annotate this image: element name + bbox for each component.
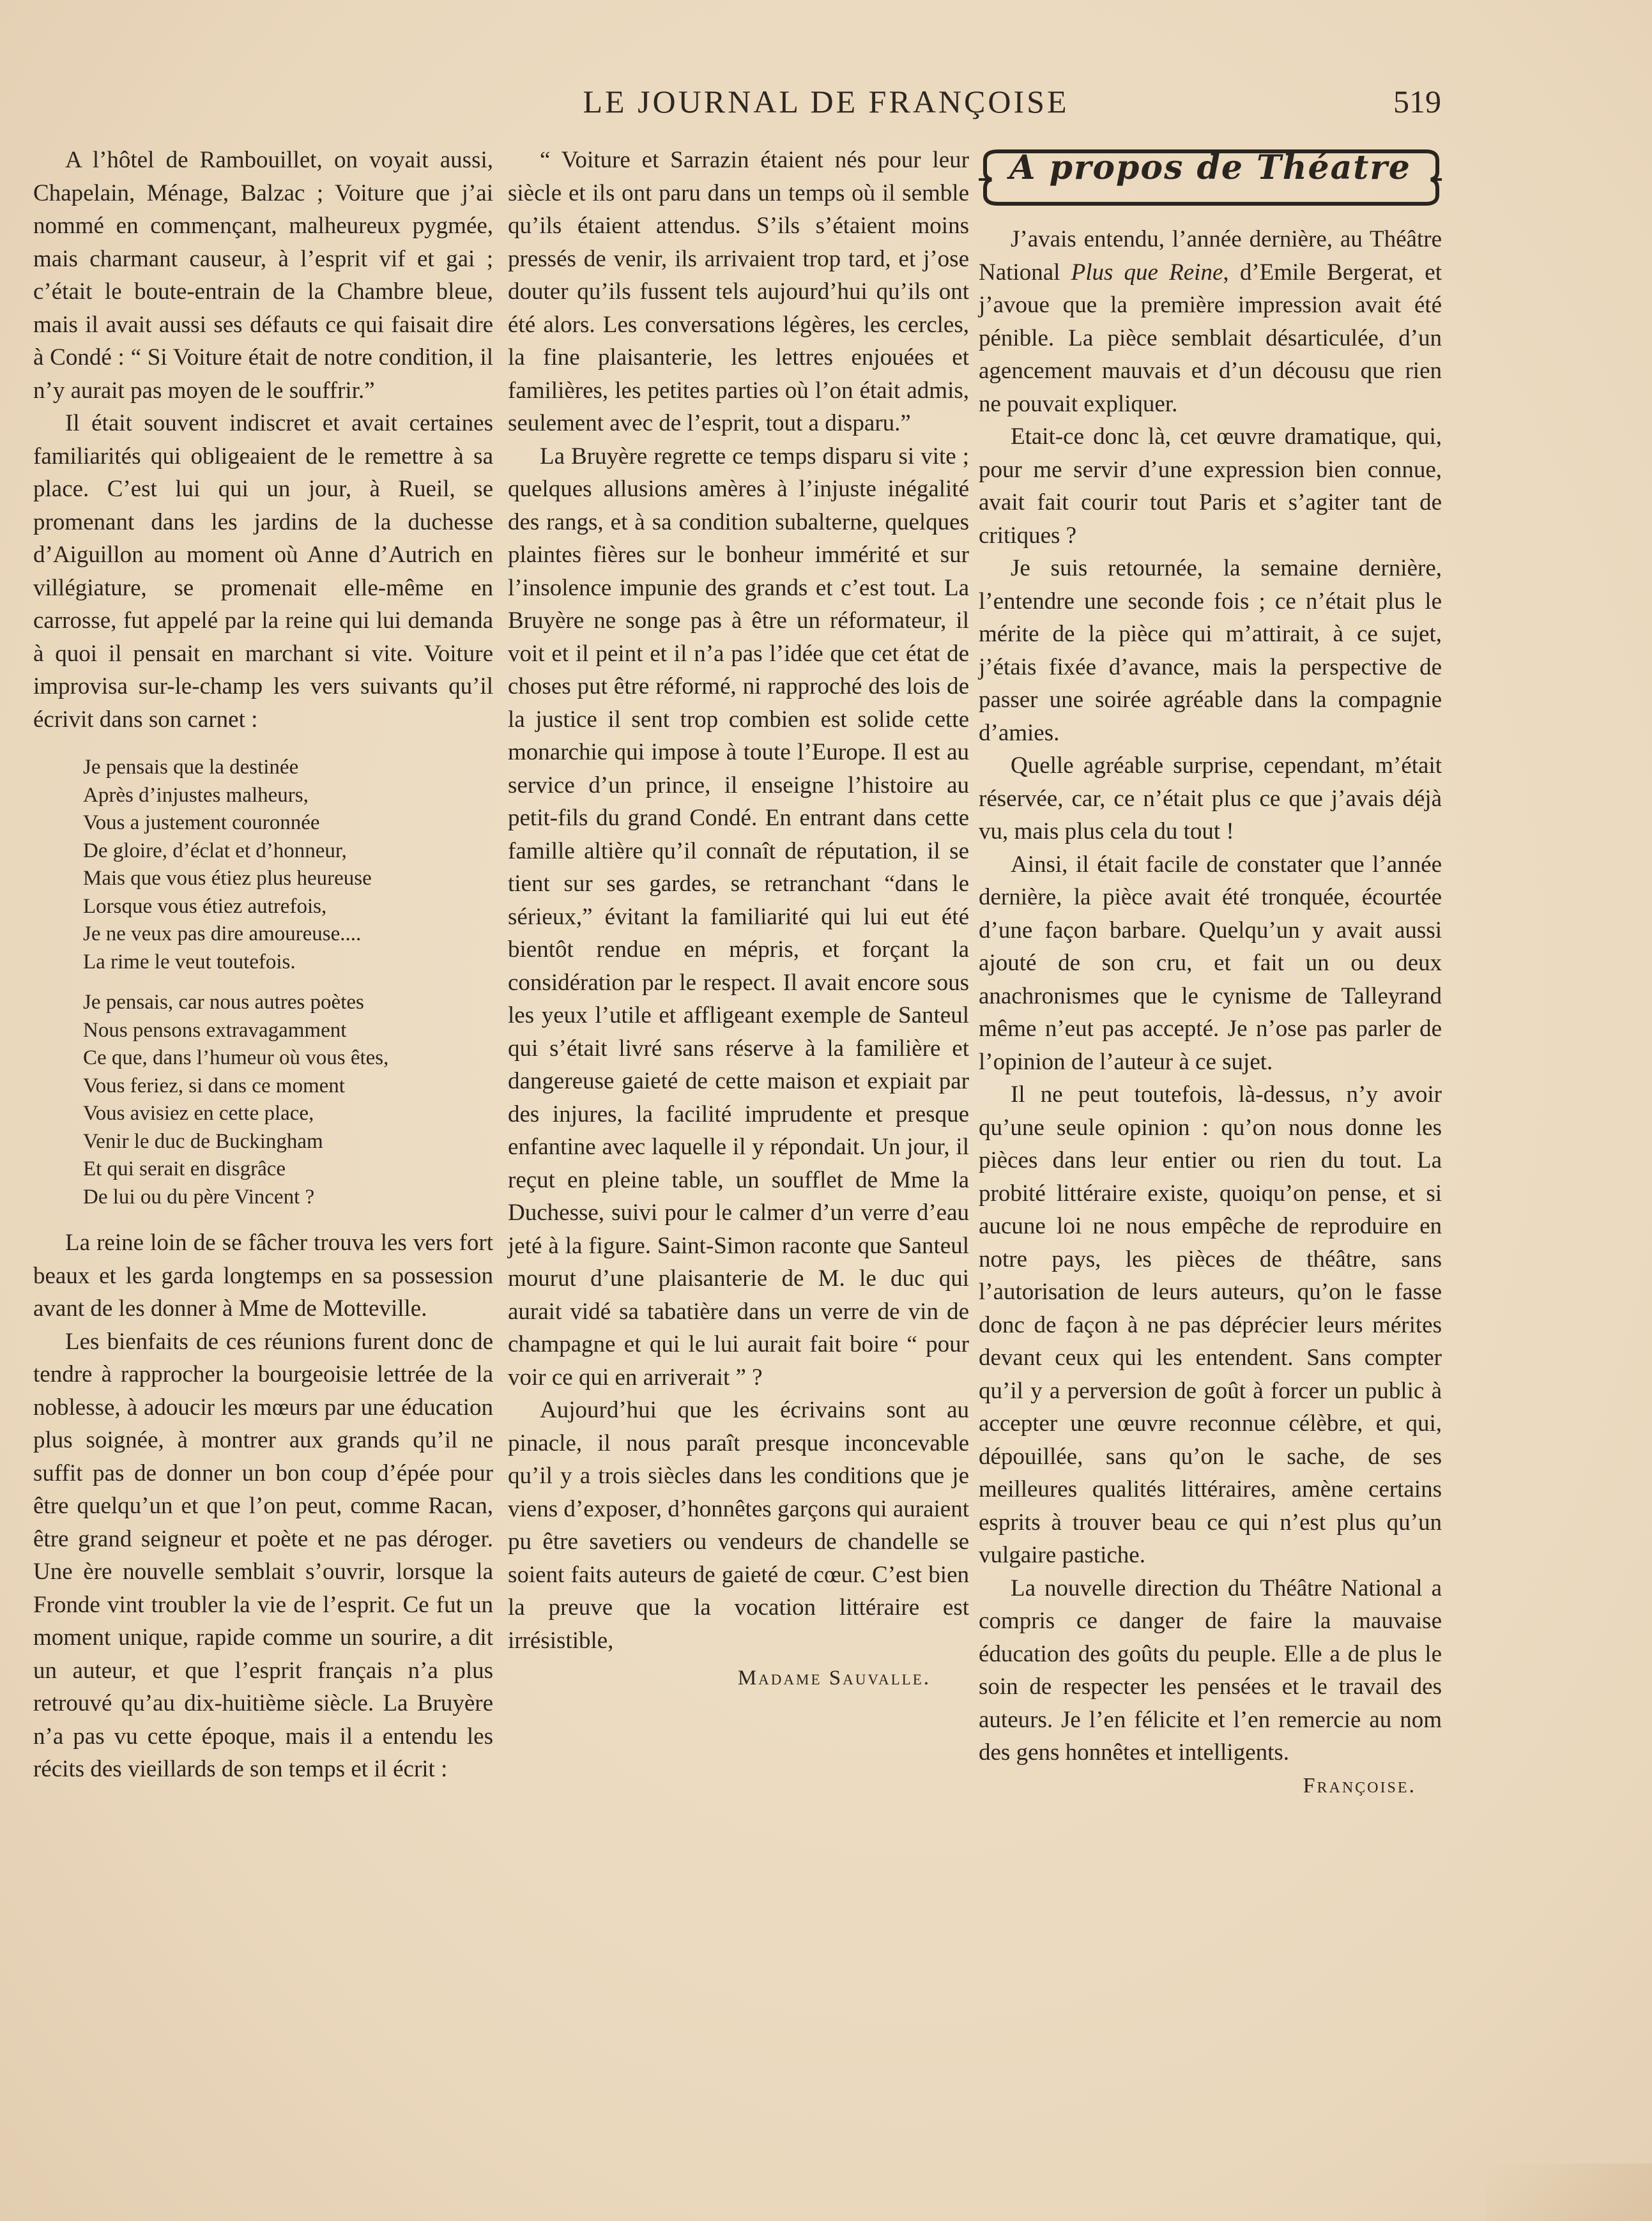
column-3 (979, 144, 1442, 1802)
paragraph: La reine loin de se fâcher trouva les vers fort beaux et les garda longtemps en sa possession avant de les donner à Mme de Motteville. (33, 1230, 493, 1322)
page-header (0, 83, 1652, 134)
verse-line: Lorsque vous étiez autrefois, (83, 894, 327, 918)
verse-line: Vous feriez, si dans ce moment (83, 1074, 345, 1097)
paragraph: Ainsi, il était facile de constater que l’année dernière, la pièce avait été tronquée, écourtée d’une façon barbare. Quelqu’un y avait aussi ajouté de son cru, et fait un ou deux anachronismes que le cynisme de Talleyrand même n’eut pas accepté. Je n’ose pas parler de l’opinion de l’auteur à ce sujet. (979, 851, 1442, 1075)
author-signature: Françoise. (1303, 1773, 1416, 1797)
journal-title: LE JOURNAL DE FRANÇOISE (583, 84, 1069, 119)
verse-line: De gloire, d’éclat et d’honneur, (83, 839, 347, 862)
text-run: La nouvelle direction du Théâtre National a compris ce danger de faire la mauvaise éducation des goûts du peuple. Elle a de plus le soin de respecter les pensées et le travail des auteurs. Je l’en félicite et l’en remercie au nom des gens honnêtes et intelligents. (979, 1575, 1442, 1766)
text-run: , d’Emile Bergerat, et j’avoue que la première impression avait été pénible. La pièce semblait désarticulée, d’un agencement mauvais et d’un décousu que rien ne pouvait expliquer. (979, 259, 1442, 417)
paragraph (979, 223, 1442, 420)
verse-line: Je pensais, car nous autres poètes (83, 991, 364, 1014)
page-number: 519 (1393, 84, 1441, 119)
paragraph: Il était souvent indiscret et avait certaines familiarités qui obligeaient de le remettre à sa place. C’est lui qui un jour, à Rueil, se promenant dans les jardins de la duchesse d’Aiguillon au moment où Anne d’Autrich en villégiature, se promenait elle-même en carrosse, fut appelé par la reine qui lui demanda à quoi il pensait en marchant si vite. Voiture improvisa sur-le-champ les vers suivants qu’il écrivit dans son carnet : (33, 410, 493, 733)
verse-line: Nous pensons extravagamment (83, 1018, 347, 1042)
section-banner (979, 144, 1442, 208)
verse-line: La rime le veut toutefois. (83, 950, 296, 973)
paragraph: Quelle agréable surprise, cependant, m’était réservée, car, ce n’était plus ce que j’avais déjà vu, mais plus cela du tout ! (979, 752, 1442, 844)
paragraph: Il ne peut toutefois, là-dessus, n’y avoir qu’une seule opinion : qu’on nous donne les pièces dans leur entier ou rien du tout. La probité littéraire existe, quoiqu’on pense, et si aucune loi ne nous empêche de reproduire en notre pays, les pièces de théâtre, sans l’autorisation de leurs auteurs, qu’on le fasse donc de façon à ne pas déprécier leurs mérites devant ceux qui les entendent. Sans compter qu’il y a perversion de goût à forcer un public à accepter une œuvre reconnue célèbre, et qui, dépouillée, sans qu’on le sache, de ses meilleures qualités littéraires, amène certains esprits à trouver beau ce qui n’est plus qu’un vulgaire pastiche. (979, 1081, 1442, 1568)
verse-stanza-1 (83, 754, 493, 976)
paragraph: Aujourd’hui que les écrivains sont au pinacle, il nous paraît presque inconcevable qu’il y a trois siècles dans les conditions que je viens d’exposer, d’honnêtes garçons qui auraient pu être savetiers ou vendeurs de chandelle se soient faits auteurs de gaieté de cœur. C’est bien la preuve que la vocation littéraire est irrésistible, (508, 1397, 969, 1654)
verse-line: Après d’injustes malheurs, (83, 783, 309, 807)
play-title: Plus que Reine (1071, 259, 1223, 286)
column-2 (508, 144, 969, 1695)
verse-line: Mais que vous étiez plus heureuse (83, 867, 372, 890)
verse-line: Ce que, dans l’humeur où vous êtes, (83, 1046, 389, 1069)
verse-line: Je pensais que la destinée (83, 756, 299, 779)
text-run: J’avais entendu, l’année dernière, au Théâtre National (979, 226, 1442, 286)
verse-line: De lui ou du père Vincent ? (83, 1185, 315, 1209)
section-title: A propos de Théatre (1009, 148, 1411, 187)
paragraph: La Bruyère regrette ce temps disparu si vite ; quelques allusions amères à l’injuste inégalité des rangs, et à sa condition subalterne, quelques plaintes fières sur le bonheur immérité et sur l’insolence impunie des grands et c’est tout. La Bruyère ne songe pas à être un réformateur, il voit et il peint et il n’a pas l’idée que cet état de choses put être réformé, ni rapproché des lois de la justice il sent trop combien est solide cette monarchie qui impose à toute l’Europe. Il est au service d’un prince, il enseigne l’histoire au petit-fils du grand Condé. En entrant dans cette famille altière qu’il connaît de réputation, il se tient sur ses gardes, se retranchant “dans le sérieux,” évitant la familiarité qui lui eut été bientôt rendue en mépris, et forçant la considération par le respect. Il avait encore sous les yeux l’utile et affligeant exemple de Santeul qui s’était livré sans réserve à la familière et dangereuse gaieté de cette maison et expiait par des injures, la facilité imprudente et presque enfantine avec laquelle il y répondait. Un jour, il reçut en pleine table, un soufflet de Mme la Duchesse, suivi pour le calmer d’un verre d’eau jeté à la figure. Saint-Simon raconte que Santeul mourut d’une plaisanterie de M. le duc qui aurait vidé sa tabatière dans un verre de vin de champagne et qui le lui aurait fait boire “ pour voir ce qui en arriverait ” ? (508, 443, 969, 1391)
paragraph: Les bienfaits de ces réunions furent donc de tendre à rapprocher la bourgeoisie lettrée de la noblesse, à adoucir les mœurs par une éducation plus soignée, à montrer aux grands qu’il ne suffit pas de donner un bon coup d’épée pour être quelqu’un et que l’on peut, comme Racan, être grand seigneur et poète et ne pas déroger. Une ère nouvelle semblait s’ouvrir, lorsque la Fronde vint troubler la vie de l’esprit. Ce fut un moment unique, rapide comme un sourire, a dit un auteur, et que l’esprit français n’a plus retrouvé qu’au dix-huitième siècle. La Bruyère n’a pas vu cette époque, mais il a entendu les récits des vieillards de son temps et il écrit : (33, 1328, 493, 1782)
verse-line: Vous a justement couronnée (83, 811, 320, 834)
article-body (979, 223, 1442, 1797)
verse-line: Et qui serait en disgrâce (83, 1157, 286, 1180)
paragraph (979, 1572, 1442, 1797)
paper-stain (1486, 2164, 1652, 2221)
column-1 (33, 144, 493, 1786)
verse-line: Vous avisiez en cette place, (83, 1102, 314, 1125)
verse-line: Je ne veux pas dire amoureuse.... (83, 922, 362, 945)
paragraph: “ Voiture et Sarrazin étaient nés pour leur siècle et ils ont paru dans un temps où il semble qu’ils étaient attendus. S’ils s’étaient moins pressés de venir, ils arrivaient trop tard, et j’ose douter qu’ils fussent tels aujourd’hui qu’ils ont été alors. Les conversations légères, les cercles, la fine plaisanterie, les lettres enjouées et familières, les petites parties où l’on était admis, seulement avec de l’esprit, tout a disparu.” (508, 147, 969, 436)
author-signature: Madame Sauvalle. (737, 1667, 931, 1690)
paragraph: A l’hôtel de Rambouillet, on voyait aussi, Chapelain, Ménage, Balzac ; Voiture que j’ai nommé en commençant, malheureux pygmée, mais charmant causeur, à l’esprit vif et gai ; c’était le boute-entrain de la Chambre bleue, mais il avait aussi ses défauts ce qui faisait dire à Condé : “ Si Voiture était de notre condition, il n’y aurait pas moyen de le souffrir.” (33, 147, 493, 404)
verse-line: Venir le duc de Buckingham (83, 1129, 323, 1153)
paragraph: Je suis retournée, la semaine dernière, l’entendre une seconde fois ; ce n’était plus le mérite de la pièce qui m’attirait, à ce sujet, j’étais fixée d’avance, mais la perspective de passer une soirée agréable dans la compagnie d’amies. (979, 555, 1442, 746)
paragraph: Etait-ce donc là, cet œuvre dramatique, qui, pour me servir d’une expression bien connue, avait fait courir tout Paris et s’agiter tant de critiques ? (979, 424, 1442, 549)
verse-stanza-2 (83, 989, 493, 1211)
verse-block (83, 754, 493, 1211)
